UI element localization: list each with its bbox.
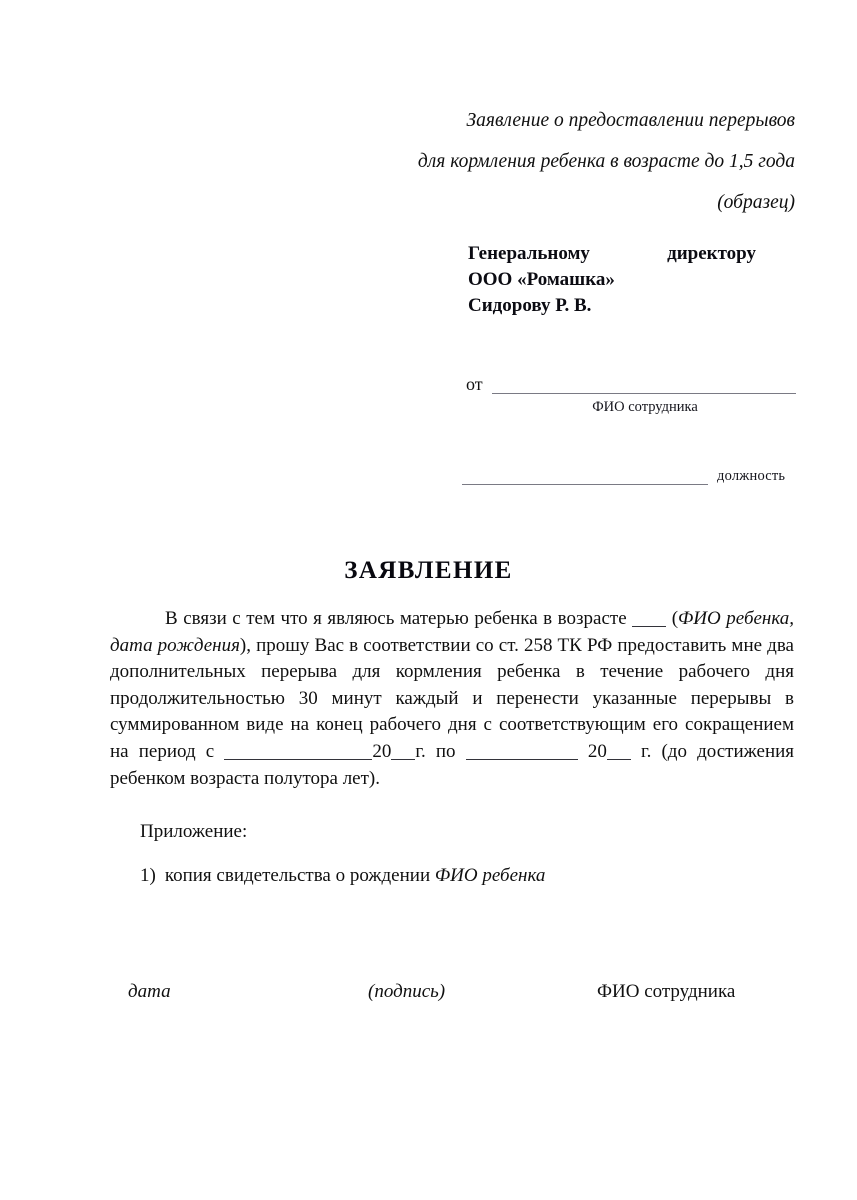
page-title: ЗАЯВЛЕНИЕ — [344, 557, 513, 584]
addressee-block — [468, 241, 756, 319]
position-fill-line[interactable] — [462, 467, 708, 485]
attachment-item — [140, 863, 545, 889]
addressee-person: Сидорову Р. В. — [468, 295, 592, 316]
period-end-blank[interactable] — [466, 759, 578, 760]
position-row — [462, 467, 796, 485]
addressee-role-suffix: директору — [667, 243, 756, 264]
addressee-line-1 — [468, 241, 756, 267]
header-line-3: (образец) — [717, 192, 795, 213]
attachment-item-italic: ФИО ребенка — [434, 865, 546, 886]
addressee-role-prefix: Генеральному — [468, 243, 590, 264]
body-text-part-2: ( — [671, 608, 679, 629]
body-text-part-3: ), прошу Вас в соответствии со ст. 258 ТК РФ предоставить мне два дополнительных перерыва для кормления ребенка в течение рабочего дня продолжительностью 30 минут каждый и перенести указанные перерывы в суммированном виде на конец рабочего дня с соответствующим его сокращением на период с — [110, 634, 794, 762]
signature-row — [110, 978, 794, 1006]
signature-date-label: дата — [128, 981, 171, 1002]
child-age-blank[interactable] — [632, 626, 666, 627]
body-text-part-4: г. по — [415, 740, 456, 762]
document-header — [330, 100, 795, 223]
header-line-2: для кормления ребенка в возрасте до 1,5 года — [417, 151, 795, 172]
document-body — [110, 606, 794, 792]
from-label: от — [466, 374, 483, 394]
body-italic-child-info: ФИО ребенка, дата рождения — [110, 608, 795, 656]
employee-name-fill-line[interactable] — [492, 376, 796, 394]
attachments-title: Приложение: — [140, 821, 248, 842]
period-start-year-blank[interactable] — [391, 759, 415, 760]
body-paragraph — [110, 606, 794, 792]
from-row — [466, 374, 796, 394]
body-year-1: 20 — [372, 740, 392, 762]
period-end-year-blank[interactable] — [607, 759, 631, 760]
attachment-item-number: 1) — [140, 865, 156, 886]
position-label: должность — [717, 468, 786, 484]
employee-name-caption: ФИО сотрудника — [592, 399, 698, 415]
signature-employee-name-label: ФИО сотрудника — [597, 981, 736, 1002]
attachment-item-text: копия свидетельства о рождении — [164, 865, 431, 886]
signature-label: (подпись) — [368, 981, 446, 1002]
body-text-part-1: В связи с тем что я являюсь матерью ребенка в возрасте — [165, 608, 627, 629]
period-start-blank[interactable] — [224, 759, 372, 760]
body-year-2: 20 — [587, 740, 607, 762]
body-text-part-5: г. (до достижения ребенком возраста полутора лет). — [110, 740, 795, 789]
header-line-1: Заявление о предоставлении перерывов — [466, 110, 795, 131]
addressee-company: ООО «Ромашка» — [468, 269, 615, 290]
